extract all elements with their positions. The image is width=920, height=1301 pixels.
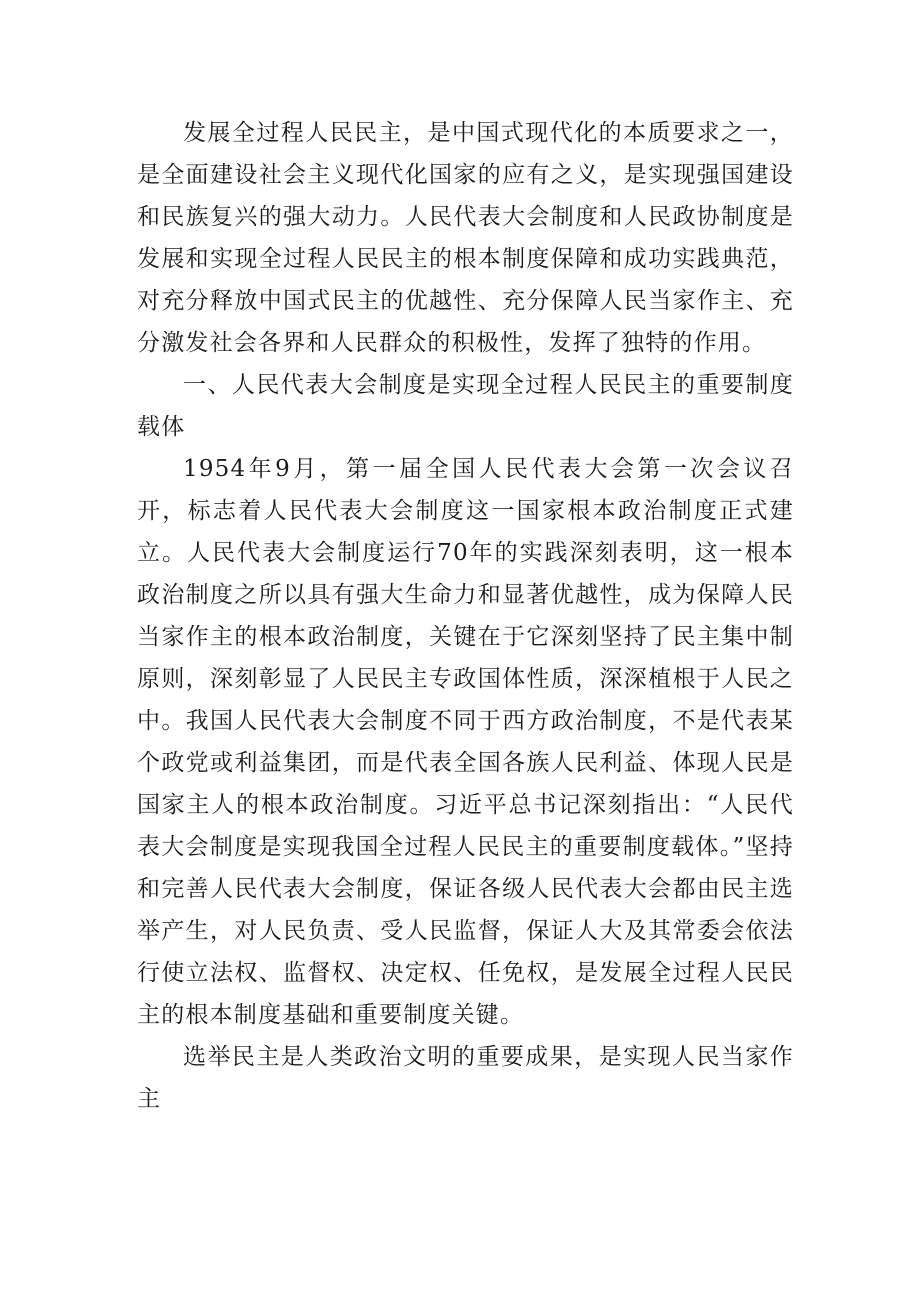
body-paragraph-truncated: 选举民主是人类政治文明的重要成果，是实现人民当家作主 (137, 1044, 794, 1112)
body-paragraph: 1954年9月，第一届全国人民代表大会第一次会议召开，标志着人民代表大会制度这一国家根本政治制度正式建立。人民代表大会制度运行70年的实践深刻表明，这一根本政治制度之所以具有强大生命力和显著优越性，成为保障人民当家作主的根本政治制度，关键在于它深刻坚持了民主集中制原则，深刻彰显了人民民主专政国体性质，深深植根于人民之中。我国人民代表大会制度不同于西方政治制度，不是代表某个政党或利益集团，而是代表全国各族人民利益、体现人民是国家主人的根本政治制度。习近平总书记深刻指出：“人民代表大会制度是实现我国全过程人民民主的重要制度载体。”坚持和完善人民代表大会制度，保证各级人民代表大会都由民主选举产生，对人民负责、受人民监督，保证人大及其常委会依法行使立法权、监督权、决定权、任免权，是发展全过程人民民主的根本制度基础和重要制度关键。 (137, 456, 794, 1028)
section-heading: 一、人民代表大会制度是实现全过程人民民主的重要制度载体 (137, 372, 794, 440)
document-page (137, 112, 794, 1120)
intro-paragraph: 发展全过程人民民主，是中国式现代化的本质要求之一，是全面建设社会主义现代化国家的应有之义，是实现强国建设和民族复兴的强大动力。人民代表大会制度和人民政协制度是发展和实现全过程人民民主的根本制度保障和成功实践典范，对充分释放中国式民主的优越性、充分保障人民当家作主、充分激发社会各界和人民群众的积极性，发挥了独特的作用。 (137, 120, 794, 356)
